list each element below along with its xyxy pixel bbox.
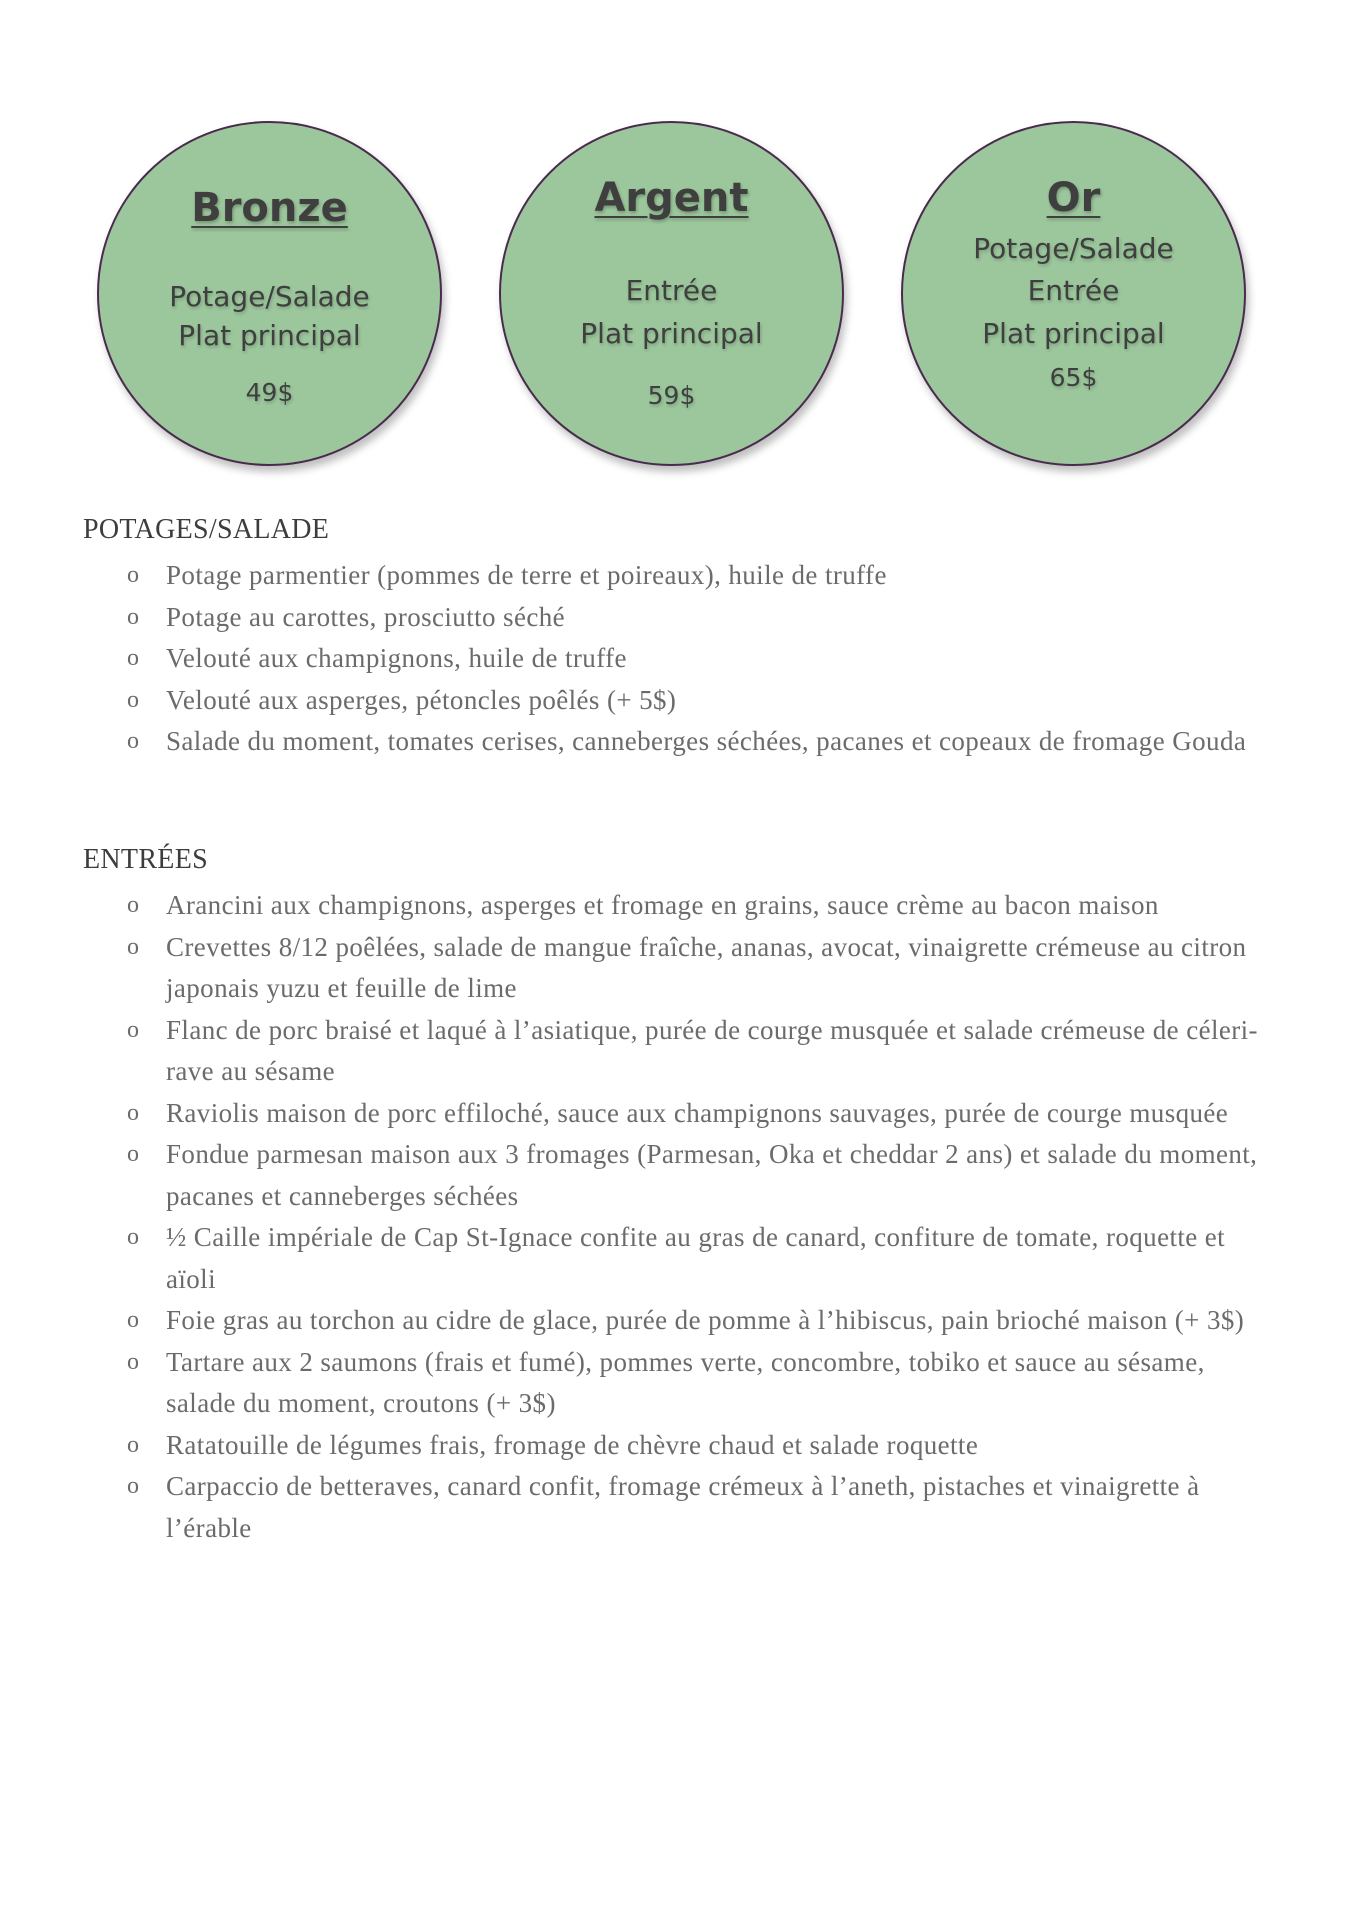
list-item [0, 638, 1358, 680]
package-line: Potage/Salade [973, 232, 1174, 265]
package-line: Entrée [1027, 274, 1120, 307]
bullet-icon: o [127, 892, 140, 918]
list-item [0, 555, 1358, 597]
list-item [0, 1010, 1358, 1093]
bullet-icon: o [127, 1224, 140, 1250]
item-text: Potage au carottes, prosciutto séché [166, 601, 566, 632]
item-text: Arancini aux champignons, asperges et fromage en grains, sauce crème au bacon maison [166, 890, 1159, 920]
bullet-icon: o [127, 1348, 140, 1375]
item-text: Fondue parmesan maison aux 3 fromages (Parmesan, Oka et cheddar 2 ans) et salade du moment, pacanes et canneberges séchées [166, 1139, 1258, 1211]
list-item [0, 885, 1358, 927]
package-line: Plat principal [982, 317, 1165, 350]
package-or [901, 121, 1246, 466]
item-text: Salade du moment, tomates cerises, canneberges séchées, pacanes et copeaux de fromage Gouda [166, 726, 1247, 756]
item-text: Foie gras au torchon au cidre de glace, purée de pomme à l’hibiscus, pain brioché maison (+ 3$) [166, 1305, 1245, 1335]
bullet-icon: o [127, 1016, 140, 1043]
list-item [0, 721, 1358, 763]
list-item [0, 927, 1358, 1010]
item-text: Raviolis maison de porc effiloché, sauce aux champignons sauvages, purée de courge musquée [166, 1097, 1229, 1128]
bullet-icon: o [127, 603, 140, 630]
bullet-icon: o [127, 728, 140, 754]
package-line: Plat principal [178, 319, 361, 352]
list-item [0, 1466, 1358, 1549]
item-text: Crevettes 8/12 poêlées, salade de mangue fraîche, ananas, avocat, vinaigrette crémeuse au citron japonais yuzu et feuille de lime [166, 931, 1247, 1003]
package-title: Or [1046, 175, 1101, 221]
list-item [0, 1134, 1358, 1217]
bullet-icon: o [127, 1141, 140, 1167]
section-heading-entrees: ENTRÉES [83, 844, 208, 875]
bullet-icon: o [127, 1099, 140, 1126]
bullet-icon: o [127, 1431, 140, 1458]
bullet-icon: o [127, 686, 140, 713]
list-item [0, 1300, 1358, 1342]
package-line: Entrée [625, 274, 718, 307]
bullet-icon: o [127, 933, 140, 960]
list-item [0, 597, 1358, 639]
bullet-icon: o [127, 645, 140, 671]
item-text: Carpaccio de betteraves, canard confit, fromage crémeux à l’aneth, pistaches et vinaigrette à l’érable [166, 1471, 1200, 1543]
package-argent [499, 121, 844, 466]
item-text: Potage parmentier (pommes de terre et poireaux), huile de truffe [166, 560, 887, 590]
package-title: Bronze [191, 185, 348, 231]
potages-list [0, 555, 1358, 763]
list-item [0, 680, 1358, 722]
item-text: Tartare aux 2 saumons (frais et fumé), pommes verte, concombre, tobiko et sauce au sésame, salade du moment, croutons (+ 3$) [166, 1346, 1205, 1418]
package-price: 49$ [245, 378, 294, 407]
package-price: 65$ [1049, 363, 1098, 392]
package-bronze [97, 121, 442, 466]
item-text: Flanc de porc braisé et laqué à l’asiatique, purée de courge musquée et salade crémeuse de céleri-rave au sésame [166, 1014, 1258, 1086]
package-line: Plat principal [580, 317, 763, 350]
bullet-icon: o [127, 562, 140, 588]
item-text: ½ Caille impériale de Cap St-Ignace confite au gras de canard, confiture de tomate, roquette et aïoli [166, 1222, 1226, 1294]
package-line: Potage/Salade [169, 280, 370, 313]
bullet-icon: o [127, 1473, 140, 1499]
list-item [0, 1217, 1358, 1300]
list-item [0, 1425, 1358, 1467]
item-text: Velouté aux champignons, huile de truffe [166, 643, 627, 673]
entrees-list [0, 885, 1358, 1549]
item-text: Velouté aux asperges, pétoncles poêlés (+ 5$) [166, 684, 677, 715]
item-text: Ratatouille de légumes frais, fromage de chèvre chaud et salade roquette [166, 1429, 979, 1460]
section-heading-potages: POTAGES/SALADE [83, 514, 330, 545]
bullet-icon: o [127, 1307, 140, 1333]
package-price: 59$ [647, 381, 696, 410]
package-title: Argent [594, 175, 749, 221]
list-item [0, 1342, 1358, 1425]
list-item [0, 1093, 1358, 1135]
